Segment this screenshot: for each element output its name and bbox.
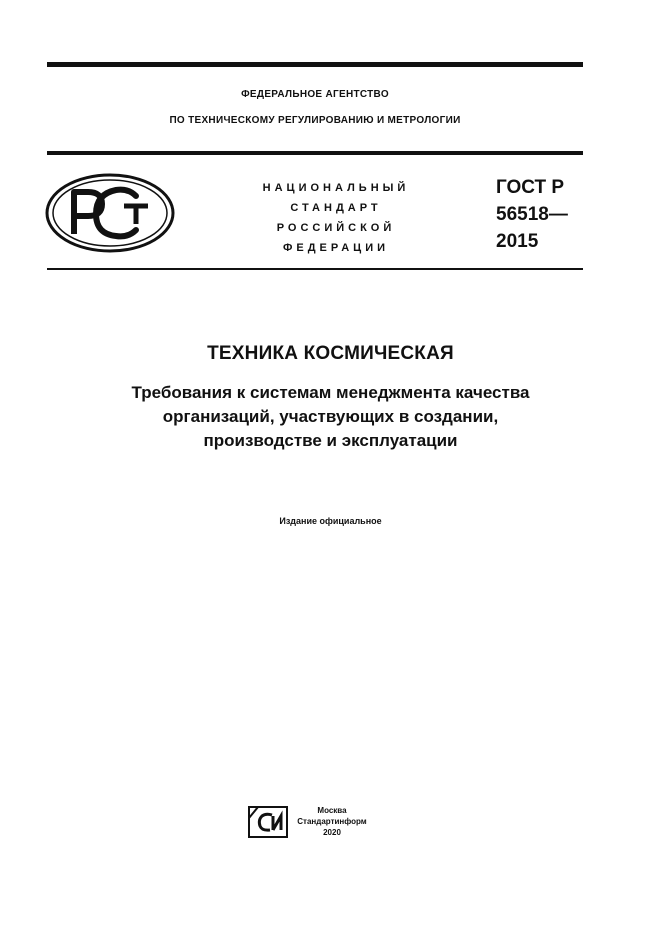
- national-standard-label: [236, 178, 436, 258]
- subtitle-line: Требования к системам менеджмента качества: [131, 383, 530, 402]
- document-title: ТЕХНИКА КОСМИЧЕСКАЯ: [207, 343, 454, 364]
- document-subtitle: [47, 381, 614, 453]
- national-standard-line: ФЕДЕРАЦИИ: [282, 242, 390, 254]
- designation-line: 56518—: [496, 204, 568, 225]
- national-standard-line: СТАНДАРТ: [290, 202, 382, 214]
- publisher-year: 2020: [323, 828, 341, 837]
- standard-designation: [496, 174, 568, 255]
- top-rule: [47, 62, 583, 67]
- agency-name-line1: ФЕДЕРАЛЬНОЕ АГЕНТСТВО: [241, 89, 389, 100]
- agency-name-line2: ПО ТЕХНИЧЕСКОМУ РЕГУЛИРОВАНИЮ И МЕТРОЛОГИИ: [169, 115, 461, 126]
- bottom-rule: [47, 268, 583, 270]
- national-standard-line: НАЦИОНАЛЬНЫЙ: [262, 182, 410, 194]
- designation-line: 2015: [496, 231, 539, 252]
- subtitle-line: организаций, участвующих в создании,: [162, 407, 499, 426]
- national-standard-line: РОССИЙСКОЙ: [276, 222, 396, 234]
- designation-line: ГОСТ Р: [496, 177, 565, 198]
- middle-rule: [47, 151, 583, 155]
- publisher-info: [292, 805, 372, 838]
- edition-label: Издание официальное: [279, 516, 382, 526]
- gost-r-certification-logo-icon: [44, 172, 176, 254]
- standartinform-logo-icon: [248, 806, 288, 838]
- subtitle-line: производстве и эксплуатации: [203, 431, 458, 450]
- publisher-name: Стандартинформ: [297, 817, 367, 826]
- publisher-city: Москва: [317, 806, 347, 815]
